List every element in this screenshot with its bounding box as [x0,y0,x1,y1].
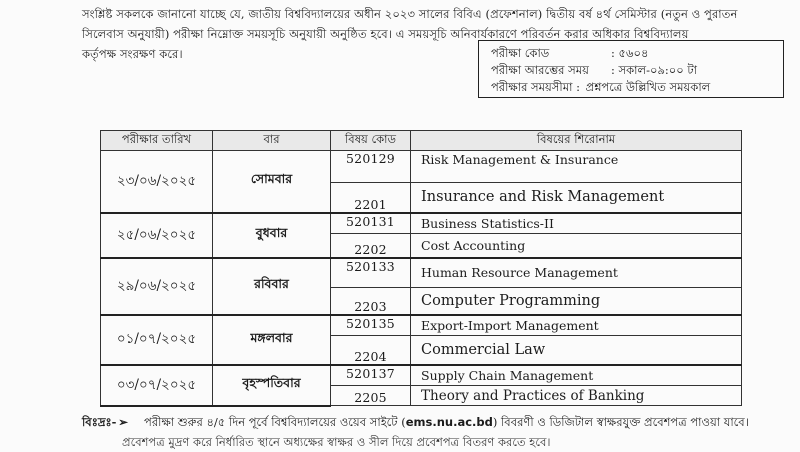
subject-code: 520137 [331,365,411,386]
subject-code: 520131 [331,213,411,234]
exam-day: সোমবার [213,151,331,213]
subject-code: 2201 [331,183,411,213]
table-header-row [101,131,742,151]
subject-title: Insurance and Risk Management [411,183,742,213]
table-row [101,365,742,386]
subject-code: 520129 [331,151,411,183]
subject-code: 2202 [331,234,411,258]
subject-title: Business Statistics-II [411,213,742,234]
subject-title: Risk Management & Insurance [411,151,742,183]
subject-title: Commercial Law [411,336,742,365]
exam-day: বুধবার [213,213,331,258]
intro-line-2: সিলেবাস অনুযায়ী) পরীক্ষা নিম্নোক্ত সময়সূচি অনুযায়ী অনুষ্ঠিত হবে। এ সময়সূচি অনিবার্যকারণে পরিবর্তন করার অধিকার বিশ্ববিদ্যালয় [82,27,689,41]
subject-code: 2203 [331,288,411,315]
subject-title: Cost Accounting [411,234,742,258]
website-link[interactable]: ems.nu.ac.bd [405,415,493,429]
subject-code: 520135 [331,315,411,336]
exam-start-value: : সকাল-০৯:০০ টা [611,63,697,77]
exam-start-label: পরীক্ষা আরম্ভের সময় [491,63,589,77]
header-title: বিষয়ের শিরোনাম [411,131,742,151]
exam-duration-label: পরীক্ষার সময়সীমা : [491,80,580,94]
table-row [101,213,742,234]
exam-schedule-table [100,130,742,407]
subject-title: Computer Programming [411,288,742,315]
subject-code: 2205 [331,386,411,406]
note-label: বিঃদ্রঃ- [82,415,117,429]
header-code: বিষয় কোড [331,131,411,151]
note-section [82,413,794,449]
intro-line-3: কর্তৃপক্ষ সংরক্ষণ করে। [82,47,183,61]
exam-date: ০৩/০৭/২০২৫ [101,365,213,406]
note-text-after: ) বিবরণী ও ডিজিটাল স্বাক্ষরযুক্ত প্রবেশপত্র পাওয়া যাবে। [492,415,749,429]
subject-title: Theory and Practices of Banking [411,386,742,406]
exam-date: ২৩/০৬/২০২৫ [101,151,213,213]
note-text-before: পরীক্ষা শুরুর ৪/৫ দিন পূর্বে বিশ্ববিদ্যালয়ের ওয়েব সাইটে ( [144,415,406,429]
exam-duration-value: প্রশ্নপত্রে উল্লিখিত সময়কাল [585,80,711,94]
table-row [101,151,742,183]
exam-date: ২৫/০৬/২০২৫ [101,213,213,258]
header-date: পরীক্ষার তারিখ [101,131,213,151]
exam-code-value: : ৫৬০৪ [611,46,649,60]
exam-code-row [491,44,649,62]
exam-start-row [491,61,697,79]
subject-title: Human Resource Management [411,258,742,288]
table-row [101,315,742,336]
exam-date: ০১/০৭/২০২৫ [101,315,213,365]
arrow-bullet-icon: ➢ [118,415,129,429]
exam-info-box [478,40,784,98]
exam-date: ২৯/০৬/২০২৫ [101,258,213,315]
exam-day: রবিবার [213,258,331,315]
header-day: বার [213,131,331,151]
subject-code: 520133 [331,258,411,288]
exam-duration-row [491,78,710,96]
note-line-2: প্রবেশপত্র মুদ্রণ করে নির্ধারিত স্থানে অধ্যক্ষের স্বাক্ষর ও সীল দিয়ে প্রবেশপত্র বিতরণ করতে হবে। [122,435,551,449]
intro-line-1: সংশ্লিষ্ট সকলকে জানানো যাচ্ছে যে, জাতীয় বিশ্ববিদ্যালয়ের অধীন ২০২৩ সালের বিবিএ (প্রফেশনাল) দ্বিতীয় বর্ষ ৪র্থ সেমিস্টার (নতুন ও পুরাতন [82,7,738,21]
table-row [101,258,742,288]
exam-day: বৃহস্পতিবার [213,365,331,406]
subject-title: Supply Chain Management [411,365,742,386]
exam-code-label: পরীক্ষা কোড [491,46,550,60]
subject-title: Export-Import Management [411,315,742,336]
subject-code: 2204 [331,336,411,365]
exam-day: মঙ্গলবার [213,315,331,365]
